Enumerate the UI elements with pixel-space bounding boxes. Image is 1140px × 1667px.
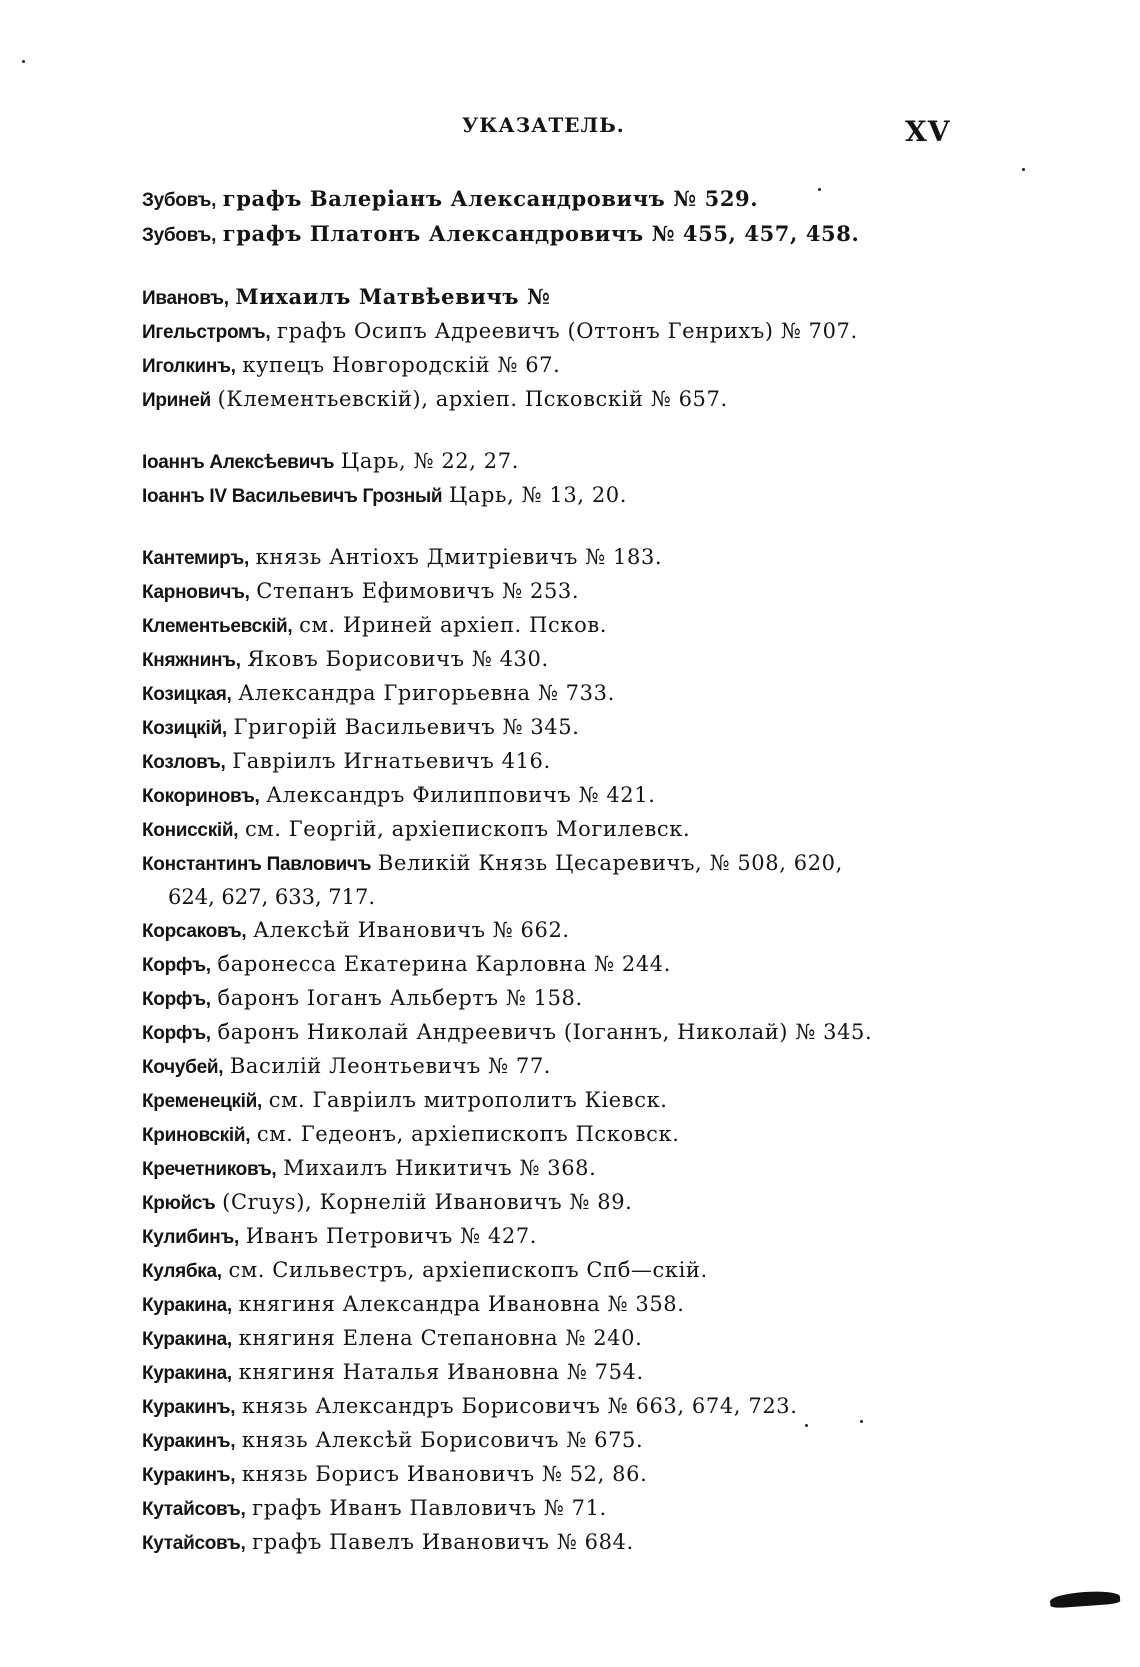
speck bbox=[860, 1420, 863, 1423]
entry-description: Михаилъ Матвѣевичъ № bbox=[235, 284, 551, 309]
entry-description: Василій Леонтьевичъ № 77. bbox=[229, 1054, 552, 1078]
ink-blot bbox=[1050, 1590, 1121, 1609]
index-letter-section bbox=[142, 445, 972, 513]
index-entry bbox=[142, 1254, 972, 1288]
entry-headword: Козицкая, bbox=[142, 684, 232, 705]
entry-description: Алексѣй Ивановичъ № 662. bbox=[253, 918, 570, 942]
index-entry bbox=[142, 1458, 972, 1492]
entry-description: графъ Платонъ Александровичъ № 455, 457, 458. bbox=[222, 221, 860, 246]
index-entry bbox=[142, 383, 972, 417]
entry-description: Григорій Васильевичъ № 345. bbox=[233, 715, 580, 739]
index-entry bbox=[142, 182, 972, 217]
index-entry bbox=[142, 479, 972, 513]
index-entry bbox=[142, 847, 972, 914]
entry-headword: Козицкій, bbox=[142, 718, 227, 739]
entry-headword: Корсаковъ, bbox=[142, 921, 247, 942]
index-entry bbox=[142, 1526, 972, 1560]
index-entry bbox=[142, 677, 972, 711]
entry-headword: Ириней bbox=[142, 390, 211, 411]
entry-description: Царь, № 13, 20. bbox=[448, 483, 628, 507]
entry-description: Александръ Филипповичъ № 421. bbox=[266, 783, 656, 807]
index-entry bbox=[142, 948, 972, 982]
entry-description: баронесса Екатерина Карловна № 244. bbox=[217, 952, 672, 976]
entry-headword: Корфъ, bbox=[142, 955, 211, 976]
entry-headword: Крюйсъ bbox=[142, 1193, 216, 1214]
entry-headword: Іоаннъ IV Васильевичъ Грозный bbox=[142, 486, 443, 507]
entry-description: князь Борисъ Ивановичъ № 52, 86. bbox=[241, 1462, 648, 1486]
entry-headword: Куракинъ, bbox=[142, 1465, 236, 1486]
entry-headword: Кантемиръ, bbox=[142, 548, 249, 569]
entry-headword: Куракина, bbox=[142, 1363, 232, 1384]
entry-headword: Козловъ, bbox=[142, 752, 226, 773]
index-entry bbox=[142, 1050, 972, 1084]
entry-headword: Княжнинъ, bbox=[142, 650, 241, 671]
speck bbox=[1022, 168, 1025, 171]
entry-description: Царь, № 22, 27. bbox=[340, 449, 519, 473]
entry-headword: Куракина, bbox=[142, 1295, 232, 1316]
speck bbox=[818, 188, 821, 191]
entry-description: баронъ Іоганъ Альбертъ № 158. bbox=[217, 986, 583, 1010]
index-entry bbox=[142, 1016, 972, 1050]
index-entry bbox=[142, 1220, 972, 1254]
entry-headword: Кременецкій, bbox=[142, 1091, 263, 1112]
entry-description: см. Гавріилъ митрополитъ Кіевск. bbox=[268, 1088, 668, 1112]
entry-headword: Куракинъ, bbox=[142, 1397, 236, 1418]
entry-description: (Cruys), Корнелій Ивановичъ № 89. bbox=[222, 1190, 633, 1214]
entry-description: княгиня Елена Степановна № 240. bbox=[238, 1326, 643, 1350]
index-entry bbox=[142, 280, 972, 315]
index-entry bbox=[142, 541, 972, 575]
entry-description: княгиня Александра Ивановна № 358. bbox=[238, 1292, 685, 1316]
entry-description: княгиня Наталья Ивановна № 754. bbox=[238, 1360, 644, 1384]
speck bbox=[22, 60, 25, 63]
entry-headword: Корфъ, bbox=[142, 989, 211, 1010]
entry-headword: Кутайсовъ, bbox=[142, 1533, 246, 1554]
entry-headword: Игельстромъ, bbox=[142, 322, 271, 343]
index-entry bbox=[142, 914, 972, 948]
index-letter-section bbox=[142, 280, 972, 417]
entry-headword: Зубовъ, bbox=[142, 190, 217, 211]
index-entry bbox=[142, 445, 972, 479]
entry-description: князь Алексѣй Борисовичъ № 675. bbox=[241, 1428, 644, 1452]
entry-description: графъ Валеріанъ Александровичъ № 529. bbox=[222, 186, 759, 211]
index-entry bbox=[142, 217, 972, 252]
index-entry bbox=[142, 1288, 972, 1322]
entry-description: Иванъ Петровичъ № 427. bbox=[245, 1224, 538, 1248]
entry-headword: Иголкинъ, bbox=[142, 356, 236, 377]
index-entry bbox=[142, 745, 972, 779]
index-entry bbox=[142, 1322, 972, 1356]
entry-description: Михаилъ Никитичъ № 368. bbox=[283, 1156, 597, 1180]
speck bbox=[805, 1424, 808, 1427]
index-entry bbox=[142, 1492, 972, 1526]
index-entries bbox=[142, 182, 972, 1560]
index-entry bbox=[142, 1152, 972, 1186]
index-entry bbox=[142, 1118, 972, 1152]
index-letter-section bbox=[142, 182, 972, 252]
entry-description: князь Антіохъ Дмитріевичъ № 183. bbox=[255, 545, 663, 569]
entry-description: Степанъ Ефимовичъ № 253. bbox=[256, 579, 580, 603]
entry-description: см. Сильвестръ, архіепископъ Спб—скій. bbox=[228, 1258, 708, 1282]
entry-description: баронъ Николай Андреевичъ (Іоганнъ, Николай) № 345. bbox=[217, 1020, 873, 1044]
entry-headword: Кулябка, bbox=[142, 1261, 222, 1282]
entry-headword: Іоаннъ Алексѣевичъ bbox=[142, 452, 335, 473]
index-entry bbox=[142, 982, 972, 1016]
entry-description: (Клементьевскій), архіеп. Псковскій № 657. bbox=[217, 387, 728, 411]
index-entry bbox=[142, 779, 972, 813]
entry-headword: Корфъ, bbox=[142, 1023, 211, 1044]
entry-description: см. Георгій, архіепископъ Могилевск. bbox=[244, 817, 691, 841]
entry-headword: Константинъ Павловичъ bbox=[142, 854, 372, 875]
entry-headword: Кречетниковъ, bbox=[142, 1159, 277, 1180]
running-header-title: УКАЗАТЕЛЬ. bbox=[462, 113, 625, 137]
index-entry bbox=[142, 575, 972, 609]
entry-description: см. Ириней архіеп. Псков. bbox=[299, 613, 608, 637]
index-entry bbox=[142, 643, 972, 677]
entry-description: купецъ Новгородскій № 67. bbox=[242, 353, 561, 377]
entry-description: графъ Осипъ Адреевичъ (Оттонъ Генрихъ) № 707. bbox=[277, 319, 858, 343]
entry-headword: Зубовъ, bbox=[142, 225, 217, 246]
index-entry bbox=[142, 813, 972, 847]
entry-headword: Куракина, bbox=[142, 1329, 232, 1350]
index-letter-section bbox=[142, 541, 972, 1560]
page-number: XV bbox=[905, 115, 951, 148]
entry-headword: Кокориновъ, bbox=[142, 786, 260, 807]
entry-description: Александра Григорьевна № 733. bbox=[238, 681, 615, 705]
entry-description: см. Гедеонъ, архіепископъ Псковск. bbox=[256, 1122, 680, 1146]
entry-description: Гавріилъ Игнатьевичъ 416. bbox=[232, 749, 551, 773]
entry-continuation: 624, 627, 633, 717. bbox=[168, 885, 376, 909]
index-entry bbox=[142, 1390, 972, 1424]
entry-description: князь Александръ Борисовичъ № 663, 674, 723. bbox=[241, 1394, 798, 1418]
entry-headword: Клементьевскій, bbox=[142, 616, 293, 637]
entry-description: графъ Иванъ Павловичъ № 71. bbox=[252, 1496, 607, 1520]
entry-headword: Криновскій, bbox=[142, 1125, 251, 1146]
entry-description: графъ Павелъ Ивановичъ № 684. bbox=[252, 1530, 634, 1554]
entry-headword: Кочубей, bbox=[142, 1057, 224, 1078]
index-entry bbox=[142, 711, 972, 745]
index-entry bbox=[142, 349, 972, 383]
entry-description: Яковъ Борисовичъ № 430. bbox=[247, 647, 549, 671]
index-entry bbox=[142, 1356, 972, 1390]
index-entry bbox=[142, 1084, 972, 1118]
entry-headword: Карновичъ, bbox=[142, 582, 250, 603]
index-entry bbox=[142, 609, 972, 643]
entry-headword: Кулибинъ, bbox=[142, 1227, 239, 1248]
index-entry bbox=[142, 1424, 972, 1458]
index-entry bbox=[142, 1186, 972, 1220]
entry-headword: Конисскій, bbox=[142, 820, 239, 841]
entry-headword: Кутайсовъ, bbox=[142, 1499, 246, 1520]
entry-description: Великій Князь Цесаревичъ, № 508, 620, bbox=[377, 851, 843, 875]
entry-headword: Ивановъ, bbox=[142, 288, 229, 309]
entry-headword: Куракинъ, bbox=[142, 1431, 236, 1452]
index-entry bbox=[142, 315, 972, 349]
